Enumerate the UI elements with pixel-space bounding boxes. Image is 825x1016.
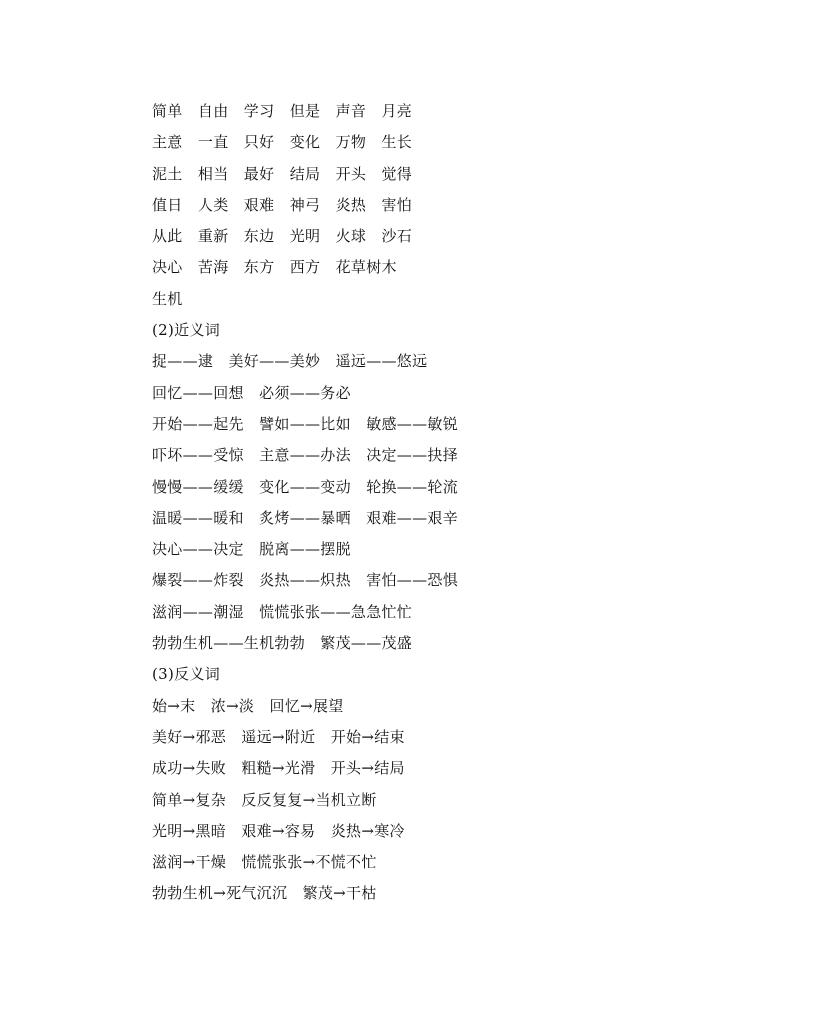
synonym-line: 吓坏——受惊 主意——办法 决定——抉择: [152, 446, 459, 465]
antonym-line: 美好→邪恶 遥远→附近 开始→结束: [152, 727, 405, 746]
antonym-line: 勃勃生机→死气沉沉 繁茂→干枯: [152, 884, 377, 903]
vocab-line: 泥土 相当 最好 结局 开头 觉得: [152, 164, 413, 183]
synonym-line: 回忆——回想 必须——务必: [152, 383, 351, 402]
section-heading-antonyms: (3)反义词: [152, 665, 221, 684]
synonym-line: 慢慢——缓缓 变化——变动 轮换——轮流: [152, 477, 459, 496]
synonym-line: 捉——逮 美好——美妙 遥远——悠远: [152, 352, 428, 371]
synonym-line: 勃勃生机——生机勃勃 繁茂——茂盛: [152, 634, 413, 653]
synonym-line: 决心——决定 脱离——摆脱: [152, 540, 351, 559]
antonym-line: 简单→复杂 反反复复→当机立断: [152, 790, 377, 809]
synonym-line: 开始——起先 譬如——比如 敏感——敏锐: [152, 414, 459, 433]
antonym-line: 成功→失败 粗糙→光滑 开头→结局: [152, 759, 405, 778]
vocab-line: 生机: [152, 289, 183, 308]
synonym-line: 温暖——暖和 炙烤——暴晒 艰难——艰辛: [152, 508, 459, 527]
section-heading-synonyms: (2)近义词: [152, 321, 221, 340]
synonym-line: 爆裂——炸裂 炎热——炽热 害怕——恐惧: [152, 571, 459, 590]
vocab-line: 简单 自由 学习 但是 声音 月亮: [152, 102, 413, 120]
vocab-line: 主意 一直 只好 变化 万物 生长: [152, 133, 413, 152]
vocab-line: 值日 人类 艰难 神弓 炎热 害怕: [152, 195, 413, 214]
antonym-line: 光明→黑暗 艰难→容易 炎热→寒冷: [152, 821, 405, 840]
synonym-line: 滋润——潮湿 慌慌张张——急急忙忙: [152, 602, 413, 621]
vocab-line: 从此 重新 东边 光明 火球 沙石: [152, 227, 413, 246]
antonym-line: 始→末 浓→淡 回忆→展望: [152, 696, 344, 715]
vocab-line: 决心 苦海 东方 西方 花草树木: [152, 258, 397, 277]
document-page: [152, 96, 752, 910]
antonym-line: 滋润→干燥 慌慌张张→不慌不忙: [152, 853, 377, 872]
